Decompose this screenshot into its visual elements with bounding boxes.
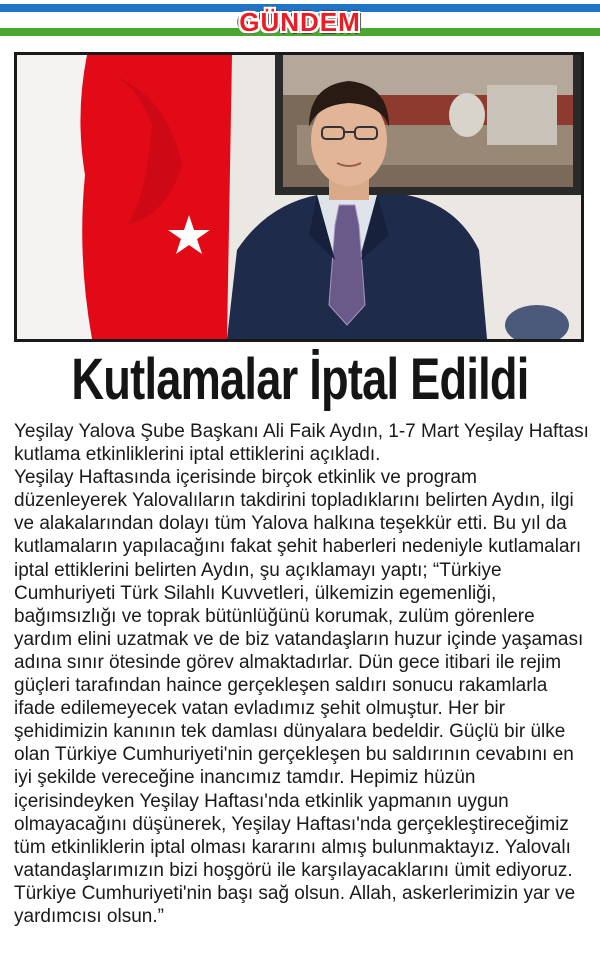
photo-illustration [17,55,581,339]
article-body [14,420,590,928]
section-title: GÜNDEM [239,7,361,37]
article-paragraph: Yeşilay Yalova Şube Başkanı Ali Faik Aydın, 1-7 Mart Yeşilay Haftası kutlama etkinliklerini iptal ettiklerini açıkladı. [14,421,589,466]
article-photo [14,52,584,342]
article-paragraph: Yeşilay Haftasında içerisinde birçok etkinlik ve program düzenleyerek Yalovalıların takdirini topladıklarını belirten Aydın, ilgi ve alakalarından dolayı tüm Yalova halkına teşekkür etti. Bu yıl da kutlamaların yapılacağını fakat şehit haberleri nedeniyle kutlamaları iptal ettiklerini belirten Aydın, şu açıklamayı yaptı; “Türkiye Cumhuriyeti Türk Silahlı Kuvvetleri, ülkemizin egemenliği, bağımsızlığı ve toprak bütünlüğünü korumak, zulüm görenlere yardım elini uzatmak ve de biz vatandaşların huzur içinde yaşaması adına sınır ötesinde görev almaktadırlar. Dün gece itibari ile rejim güçleri tarafından haince gerçekleşen saldırı sonucu rakamlarla ifade edilemeyecek vatan evladımız şehit olmuştur. Her bir şehidimizin kanının tek damlası dünyalara bedeldir. Güçlü bir ülke olan Türkiye Cumhuriyeti'nin gerçekleşen bu saldırının cevabını en iyi şekilde vereceğine inancımız tamdır. Hepimiz hüzün içerisindeyken Yeşilay Haftası'nda etkinlik yapmanın uygun olmayacağını düşünerek, Yeşilay Haftası'nda gerçekleştireceğimiz tüm etkinliklerin iptal olması kararını almış bulunmaktayız. Yalovalı vatandaşlarımızın bizi hoşgörü ile karşılayacaklarını ümit ediyoruz. Türkiye Cumhuriyeti'nin başı sağ olsun. Allah, askerlerimizin yar ve yardımcısı olsun.” [14,467,584,927]
article-headline: Kutlamalar İptal Edildi [71,347,529,412]
section-header [0,0,600,44]
